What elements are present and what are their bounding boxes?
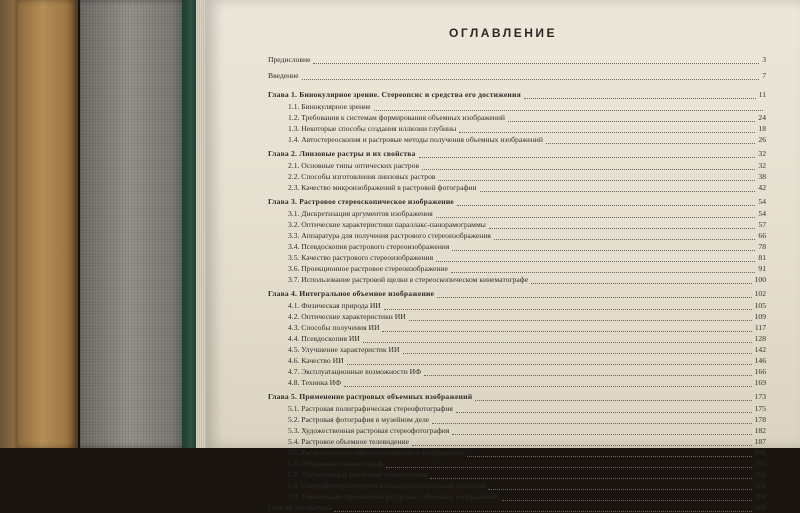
leader-dots [524,97,756,99]
toc-section-row [288,160,766,171]
leader-dots [488,488,752,490]
toc-entry-text: Глава 4. Интегральное объемное изображение [268,289,435,298]
leader-dots [384,308,752,310]
toc-section-row [288,480,766,491]
toc-entry-text: Глава 2. Линзовые растры и их свойства [268,149,416,158]
leader-dots [451,271,755,273]
toc-entry-text: 1.3. Некоторые способы создания иллюзии глубины [288,124,457,133]
toc-section-row [288,436,766,447]
toc-entry-text: 1.1. Бинокулярное зрение [288,102,371,111]
toc-section-row [288,219,766,230]
toc-entry-text: 4.7. Эксплуатационные возможности ИФ [288,367,422,376]
toc-entry-text: 3.1. Дискретизация аргументов изображения [288,209,433,218]
toc-page-number: 175 [754,404,766,413]
toc-section-row [288,123,766,134]
toc-chapter-row [268,89,766,100]
toc-section-row [288,241,766,252]
toc-page-number: 18 [758,124,766,133]
leader-dots [437,296,752,298]
leader-dots [386,466,752,468]
toc-page-number: 117 [754,323,766,332]
leader-dots [436,260,755,262]
leader-dots [412,444,752,446]
toc-page-number: 26 [758,135,766,144]
toc-entry-text: 4.5. Улучшение характеристик ИИ [288,345,400,354]
toc-section-row [288,447,766,458]
toc-entry-text: 5.6. Объемный кинематограф [288,459,384,468]
toc-page-number: 24 [758,113,766,122]
toc-page-number: 100 [754,275,766,284]
toc-page-number: 32 [758,149,766,158]
toc-section-row [288,355,766,366]
toc-section-row [288,403,766,414]
toc-page-number: 57 [758,220,766,229]
toc-front-row [268,54,766,65]
toc-entry-text: 4.6. Качество ИИ [288,356,344,365]
toc-section-row [288,171,766,182]
toc-page-number: 200 [754,470,766,479]
toc-page-number: 182 [754,426,766,435]
toc-section-row [288,366,766,377]
grey-cloth-book-cover [80,0,190,448]
toc-page-number: 190 [754,448,766,457]
leader-dots [344,385,752,387]
toc-section-row [288,377,766,388]
table-of-contents-page [206,0,800,512]
leader-dots [302,78,759,80]
tan-book-cover [18,0,78,448]
leader-dots [430,477,752,479]
leader-dots [480,190,755,192]
toc-section-row [288,425,766,436]
toc-page-number: 38 [758,172,766,181]
leader-dots [403,352,752,354]
leader-dots [422,168,755,170]
toc-page-number: 142 [754,345,766,354]
toc-entry-text: 3.5. Качество растрового стереоизображения [288,253,434,262]
toc-entry-text: Введение [268,71,299,80]
toc-page-number: 3 [762,55,766,64]
toc-entry-text: 3.4. Псевдоскопия растрового стереоизображения [288,242,450,251]
toc-section-row [288,252,766,263]
toc-entry-text: 2.1. Основные типы оптических растров [288,161,420,170]
toc-entry-text: 3.2. Оптические характеристики параллакс-панорамограммы [288,220,486,229]
toc-section-row [288,112,766,123]
toc-page-number: 166 [754,367,766,376]
leader-dots [457,204,755,206]
toc-section-row [288,333,766,344]
toc-page-number: 109 [754,312,766,321]
toc-page-number: 78 [758,242,766,251]
toc-entry-text: 3.6. Проекционное растровое стереоизображение [288,264,448,273]
toc-entry-text: 5.5. Растрово-голографическое объемное изображение [288,448,465,457]
leader-dots [363,341,752,343]
toc-page-number: 204 [754,481,766,490]
toc-section-row [288,182,766,193]
toc-section-row [288,101,766,112]
toc-page-number: 187 [754,437,766,446]
toc-page-number: 42 [758,183,766,192]
toc-entry-text: 2.3. Качество микроизображений в растровой фотографии [288,183,477,192]
toc-page-number: 102 [754,289,766,298]
toc-chapter-row [268,288,766,299]
leader-dots [546,142,755,144]
toc-front-row [268,502,766,513]
toc-entry-text: Глава 3. Растровое стереоскопическое изображение [268,197,455,206]
toc-entry-text: 4.1. Физическая природа ИИ [288,301,381,310]
leader-dots [494,238,755,240]
toc-page-number: 206 [754,492,766,501]
leader-dots [452,249,755,251]
toc-entry-text: 4.4. Псевдоскопия ИИ [288,334,360,343]
leader-dots [432,422,752,424]
toc-front-row [268,70,766,81]
leader-dots [508,120,755,122]
toc-section-row [288,311,766,322]
toc-entry-text: 5.7. Любительская растровая стереосъемка [288,470,428,479]
leader-dots [459,131,755,133]
toc-section-row [288,491,766,502]
leader-dots [467,455,752,457]
toc-page-number: 178 [754,415,766,424]
leader-dots [456,411,752,413]
toc-page-number: 32 [758,161,766,170]
toc-page-number: 105 [754,301,766,310]
leader-dots [409,319,752,321]
toc-page-number: 173 [754,392,766,401]
leader-dots [502,499,752,501]
toc-page-number: 54 [758,197,766,206]
toc-entry-text: Глава 5. Применение растровых объемных изображений [268,392,473,401]
toc-page-number: 169 [754,378,766,387]
toc-chapter-row [268,148,766,159]
toc-page-number: 146 [754,356,766,365]
toc-page-number: 81 [758,253,766,262]
toc-entry-text: 2.2. Способы изготовления линзовых растров [288,172,436,181]
toc-entry-text: Предисловие [268,55,311,64]
leader-dots [313,62,759,64]
toc-entry-text: 4.8. Техника ИФ [288,378,342,387]
leader-dots [438,179,755,181]
toc-entry-text: 5.2. Растровая фотография в музейном деле [288,415,430,424]
toc-section-row [288,414,766,425]
toc-entry-text: 5.3. Художественная растровая стереофотография [288,426,450,435]
toc-entry-text: 1.2. Требования к системам формирования объемных изображений [288,113,505,122]
toc-section-row [288,208,766,219]
toc-entry-text: 1.4. Автостереоскопия и растровые методы получения объемных изображений [288,135,543,144]
toc-entry-text: Глава 1. Бинокулярное зрение. Стереопсис и средства его достижения [268,90,521,99]
toc-page-number: 7 [762,71,766,80]
toc-entry-text: 5.9. Технические применения растровых объемных изображений [288,492,499,501]
toc-section-row [288,344,766,355]
leader-dots [347,363,752,365]
toc-entry-text: 4.3. Способы получения ИИ [288,323,380,332]
toc-entry-text: 3.3. Аппаратура для получения растрового стереоизображения [288,231,491,240]
toc-section-row [288,230,766,241]
toc-section-row [288,322,766,333]
toc-entry-text: 5.4. Растровое объемное телевидение [288,437,409,446]
toc-entry-text: Список литературы [268,503,332,512]
leader-dots [531,282,752,284]
toc-page-number: 11 [758,90,766,99]
page-heading: ОГЛАВЛЕНИЕ [448,26,557,40]
leader-dots [334,510,752,512]
leader-dots [424,374,752,376]
leader-dots [382,330,752,332]
toc-entry-text: 5.1. Растровая полиграфическая стереофотография [288,404,453,413]
toc-section-row [288,274,766,285]
toc-section-row [288,263,766,274]
toc-page-number: 66 [758,231,766,240]
toc-section-row [288,469,766,480]
leader-dots [475,399,752,401]
toc-entry-text: 4.2. Оптические характеристики ИИ [288,312,406,321]
leader-dots [489,227,755,229]
toc-chapter-row [268,196,766,207]
leader-dots [452,433,752,435]
leader-dots [419,156,755,158]
toc-page-number: 128 [754,334,766,343]
toc-section-row [288,458,766,469]
toc-page-number: 54 [758,209,766,218]
toc-section-row [288,134,766,145]
leader-dots [436,216,755,218]
toc-page-number: 209 [754,503,766,512]
toc-chapter-row [268,391,766,402]
leader-dots [374,109,763,111]
toc-page-number: 193 [754,459,766,468]
toc-entry-text: 3.7. Использование растровой щелки в стереоскопическом кинематографе [288,275,529,284]
toc-entry-text: 5.8. Стереофотограмметрия близко расположенных объектов [288,481,486,490]
toc-section-row [288,300,766,311]
toc-page-number: 91 [758,264,766,273]
